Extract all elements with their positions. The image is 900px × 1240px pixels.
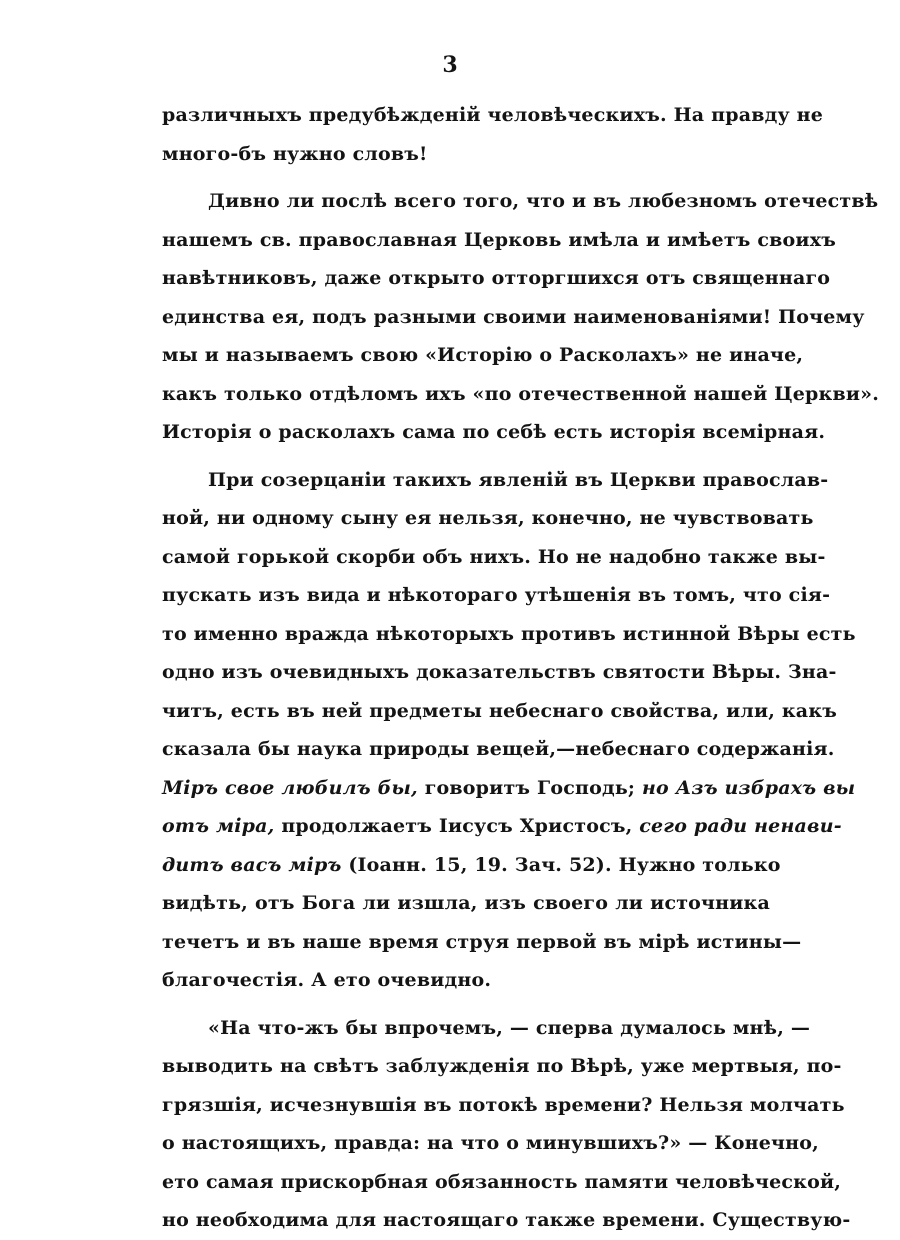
text-line: много-бъ нужно словъ! [162,142,428,165]
text-line-with-quote [162,807,842,846]
body-text [162,96,880,1240]
paragraph-continuation [162,96,824,173]
text-line: Дивно ли послѣ всего того, что и въ любезномъ отечествѣ [208,190,879,212]
paragraph [162,182,880,452]
text-line: видѣть, отъ Бога ли изшла, изъ своего ли источника [162,892,770,914]
paragraph [162,1009,851,1240]
text-line-with-quote [162,846,781,885]
text-run: говоритъ Господь; [417,776,642,799]
text-line: но необходима для настоящаго также времени. Существую- [162,1209,851,1231]
text-line: При созерцаніи такихъ явленій въ Церкви православ- [208,468,829,491]
text-run: (Іоанн. 15, 19. Зач. 52). Нужно только [341,853,781,876]
text-line: одно изъ очевидныхъ доказательствъ святости Вѣры. Зна- [162,661,837,683]
page-number: 3 [442,52,458,78]
scripture-quote: но Азъ избрахъ вы [641,776,856,799]
scripture-quote: сего ради ненави- [639,815,842,837]
paragraph [162,461,856,1000]
scripture-quote: Міръ свое любилъ бы, [162,776,418,799]
text-line: течетъ и въ наше время струя первой въ мірѣ истины— [162,930,802,953]
scripture-quote: отъ міра, [162,815,275,837]
text-line: нашемъ св. православная Церковь имѣла и имѣетъ своихъ [162,228,837,251]
text-line: мы и называемъ свою «Исторію о Расколахъ» не иначе, [162,344,804,366]
text-run: продолжаетъ Іисусъ Христосъ, [274,815,640,837]
text-line: самой горькой скорби объ нихъ. Но не надобно также вы- [162,545,826,568]
text-line: Исторія о расколахъ сама по себѣ есть исторія всемірная. [162,421,826,443]
text-line: ето самая прискорбная обязанность памяти человѣческой, [162,1170,842,1193]
text-line: «На что-жъ бы впрочемъ, — сперва думалось мнѣ, — [208,1016,811,1039]
text-line: единства ея, подъ разными своими наименованіями! Почему [162,305,865,328]
text-line: пускать изъ вида и нѣкотораго утѣшенія въ томъ, что сія- [162,584,831,606]
text-line: грязшія, исчезнувшія въ потокѣ времени? Нельзя молчать [162,1093,845,1116]
text-line: навѣтниковъ, даже открыто отторгшихся отъ священнаго [162,267,831,289]
scripture-quote: дитъ васъ міръ [162,853,342,876]
text-line: ной, ни одному сыну ея нельзя, конечно, не чувствовать [162,507,814,529]
text-line: о настоящихъ, правда: на что о минувшихъ?» — Конечно, [162,1132,819,1154]
text-line: читъ, есть въ ней предметы небеснаго свойства, или, какъ [162,699,838,722]
text-line: то именно вражда нѣкоторыхъ противъ истинной Вѣры есть [162,622,856,645]
text-line: различныхъ предубѣжденій человѣческихъ. На правду не [162,104,824,126]
text-line: какъ только отдѣломъ ихъ «по отечественной нашей Церкви». [162,382,880,405]
text-line: сказала бы наука природы вещей,—небеснаго содержанія. [162,738,835,760]
text-line: выводить на свѣтъ заблужденія по Вѣрѣ, уже мертвыя, по- [162,1055,842,1077]
text-line-with-quote [162,769,856,808]
text-line: благочестія. А ето очевидно. [162,969,492,991]
